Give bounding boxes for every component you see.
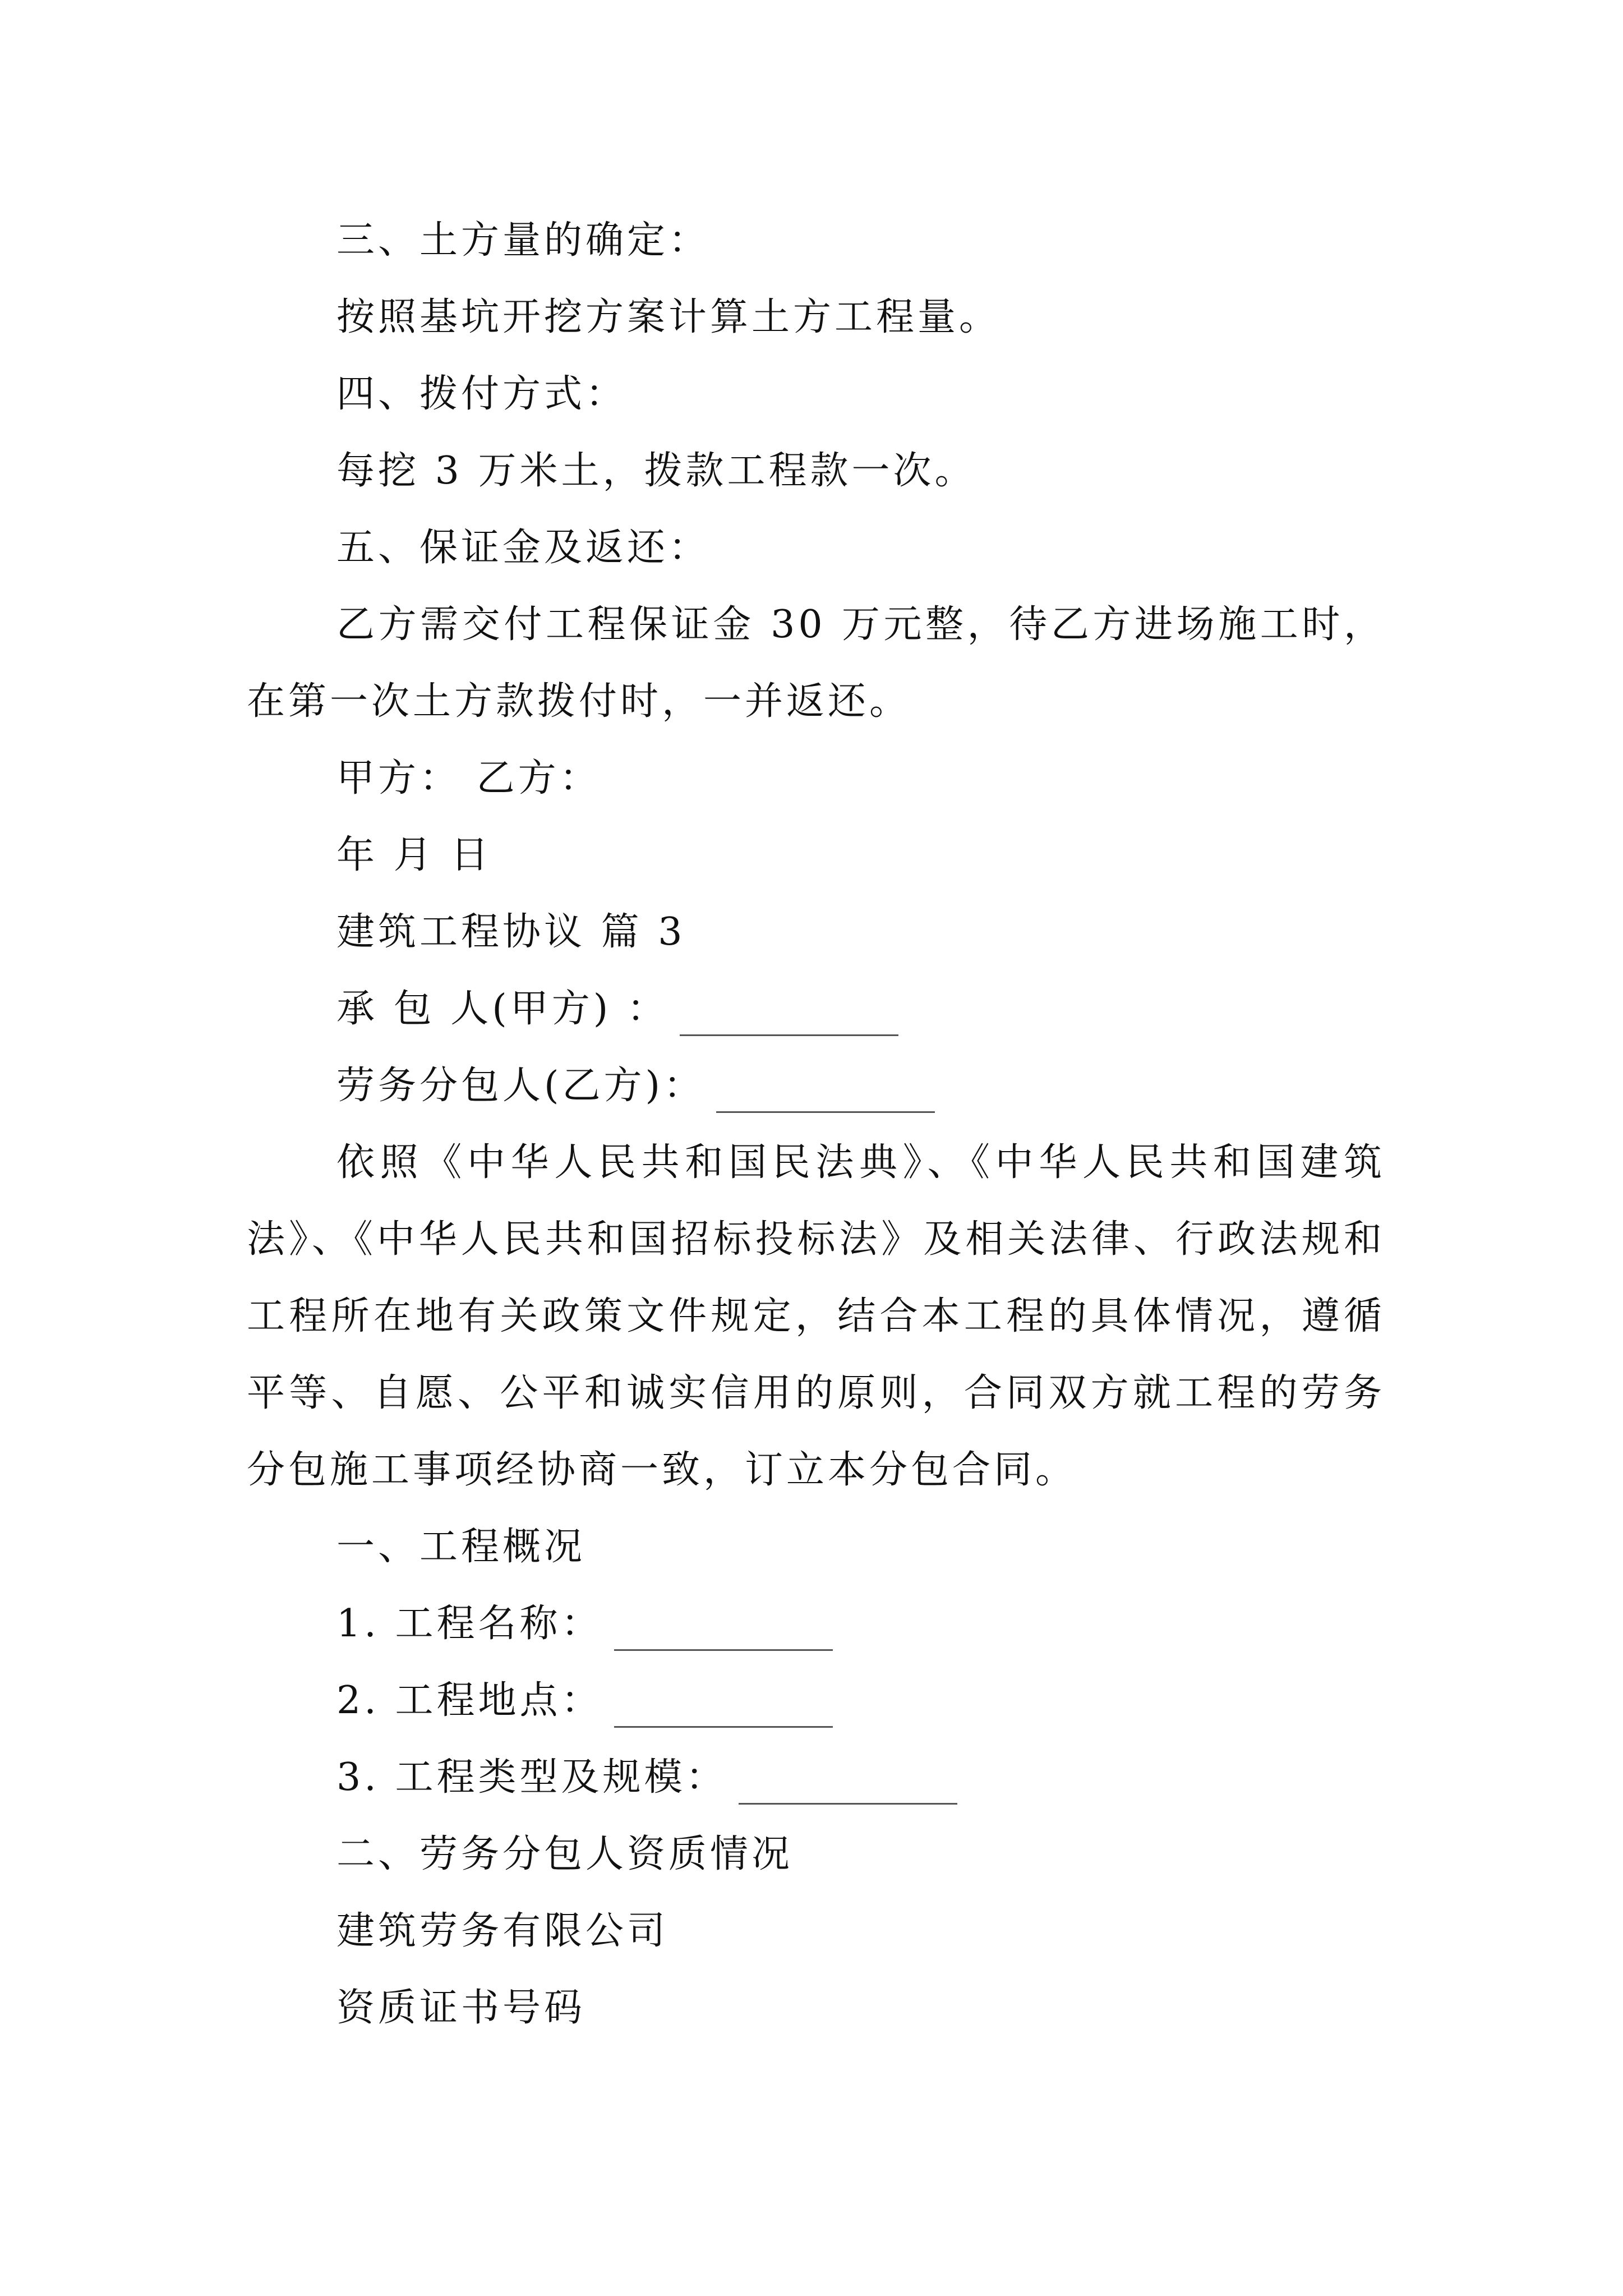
subcontractor-blank xyxy=(716,1073,935,1113)
date-line: 年 月 日 xyxy=(336,833,492,877)
company-name: 建筑劳务有限公司 xyxy=(336,1909,669,1953)
project-name-label: 1. 工程名称： xyxy=(336,1602,603,1646)
project-location-blank xyxy=(614,1688,833,1728)
section-heading-qualification: 二、劳务分包人资质情况 xyxy=(336,1832,794,1876)
section-heading-payment: 四、拨付方式： xyxy=(336,372,628,416)
project-type-line xyxy=(247,1739,1385,1816)
document-body xyxy=(247,202,1385,2046)
contractor-line xyxy=(247,970,1385,1047)
section-heading-deposit: 五、保证金及返还： xyxy=(336,526,711,570)
project-location-line xyxy=(247,1662,1385,1739)
project-location-label: 2. 工程地点： xyxy=(336,1678,603,1723)
subcontractor-label: 劳务分包人(乙方)： xyxy=(336,1064,706,1108)
contractor-label: 承 包 人(甲方) ： xyxy=(336,987,668,1031)
section-heading-earthwork: 三、土方量的确定： xyxy=(336,218,711,263)
paragraph: 每挖 3 万米土，拨款工程款一次。 xyxy=(336,449,976,493)
project-name-line xyxy=(247,1585,1385,1662)
agreement-title: 建筑工程协议 篇 3 xyxy=(336,910,686,954)
project-type-label: 3. 工程类型及规模： xyxy=(336,1755,727,1800)
section-heading-overview: 一、工程概况 xyxy=(336,1525,586,1569)
signature-parties: 甲方： 乙方： xyxy=(336,756,601,800)
project-type-blank xyxy=(739,1765,957,1805)
certificate-number-label: 资质证书号码 xyxy=(336,1986,586,2030)
paragraph: 按照基坑开挖方案计算土方工程量。 xyxy=(336,295,1001,339)
legal-basis-paragraph: 依照《中华人民共和国民法典》、《中华人民共和国建筑法》、《中华人民共和国招标投标法》及相关法律、行政法规和工程所在地有关政策文件规定，结合本工程的具体情况，遵循平等、自愿、公平和诚实信用的原则，合同双方就工程的劳务分包施工事项经协商一致，订立本分包合同。 xyxy=(247,1140,1385,1492)
subcontractor-line xyxy=(247,1047,1385,1124)
paragraph: 乙方需交付工程保证金 30 万元整，待乙方进场施工时，在第一次土方款拨付时，一并返还。 xyxy=(247,602,1385,724)
project-name-blank xyxy=(614,1611,833,1651)
contractor-blank xyxy=(680,996,898,1036)
